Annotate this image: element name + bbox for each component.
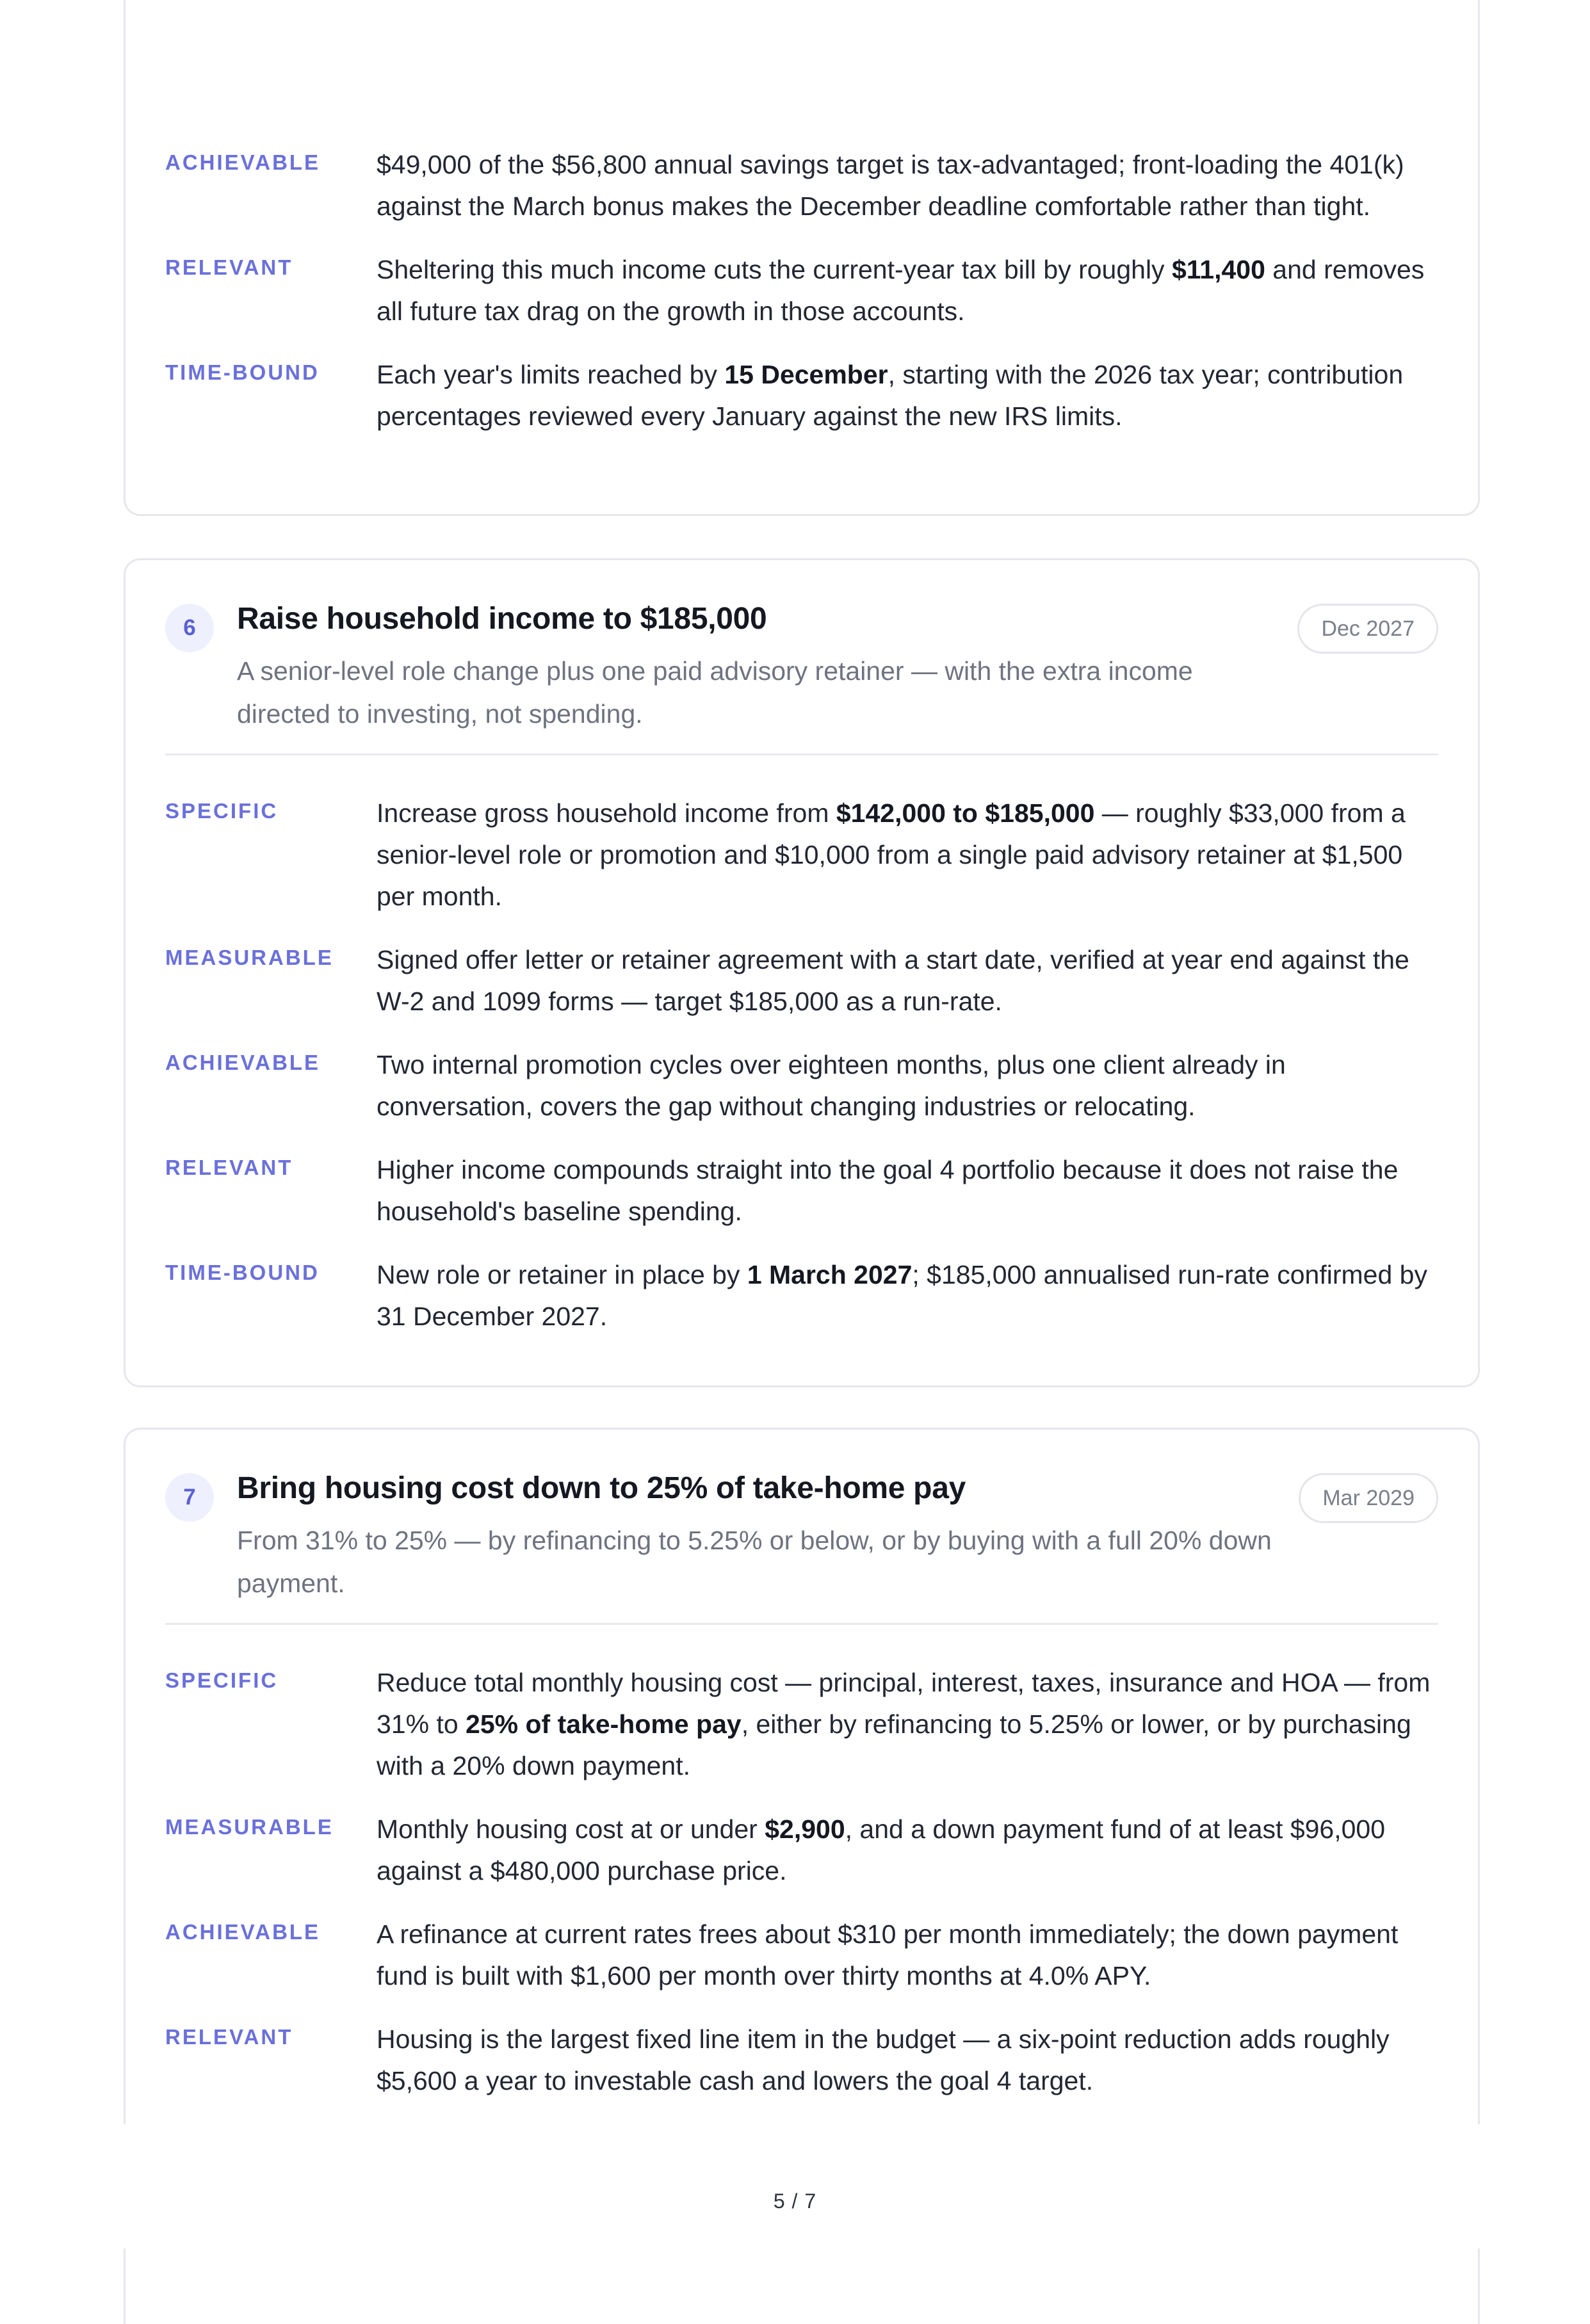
row-label: SPECIFIC <box>165 1668 279 1692</box>
smart-row-time-bound <box>165 354 1438 437</box>
row-text: A refinance at current rates frees about $310 per month immediately; the down payment fund is built with $1,600 per month over thirty months at 4.0% APY. <box>377 1919 1399 1990</box>
goal-card-6 <box>124 558 1480 1387</box>
row-text: Sheltering this much income cuts the current-year tax bill by roughly $11,400 and removes all future tax drag on the growth in those accounts. <box>377 255 1425 326</box>
goal-title: Bring housing cost down to 25% of take-home pay <box>237 1471 966 1505</box>
smart-rows <box>165 793 1438 1359</box>
row-label: MEASURABLE <box>165 946 334 969</box>
page-number: 5 / 7 <box>773 2190 817 2213</box>
row-text: Two internal promotion cycles over eighteen months, plus one client already in conversation, covers the gap without changing industries or relocating. <box>377 1050 1286 1121</box>
row-label: RELEVANT <box>165 1156 293 1179</box>
goal-number-badge: 6 <box>165 604 214 652</box>
goal-subtitle: A senior-level role change plus one paid advisory retainer — with the extra income directed to investing, not spending. <box>237 656 1193 729</box>
goal-header <box>165 604 1438 757</box>
smart-rows <box>165 144 1438 459</box>
smart-row-measurable <box>165 1809 1438 1892</box>
row-text: New role or retainer in place by 1 March 2027; $185,000 annualised run-rate confirmed by 31 December 2027. <box>377 1260 1427 1331</box>
row-text: Housing is the largest fixed line item in the budget — a six-point reduction adds roughly $5,600 a year to investable cash and lowers the goal 4 target. <box>377 2024 1390 2095</box>
row-label: TIME-BOUND <box>165 1261 320 1284</box>
page-bottom-margin <box>0 2124 1590 2248</box>
row-label: RELEVANT <box>165 2025 293 2049</box>
row-text: Monthly housing cost at or under $2,900, and a down payment fund of at least $96,000 against a $480,000 purchase price. <box>377 1814 1386 1885</box>
row-label: MEASURABLE <box>165 1815 334 1839</box>
smart-row-achievable <box>165 144 1438 227</box>
goal-subtitle: From 31% to 25% — by refinancing to 5.25% or below, or by buying with a full 20% down payment. <box>237 1526 1272 1598</box>
smart-row-achievable <box>165 1044 1438 1127</box>
smart-row-achievable <box>165 1914 1438 1997</box>
goal-card-5 <box>124 0 1480 516</box>
row-text: $49,000 of the $56,800 annual savings target is tax-advantaged; front-loading the 401(k) against the March bonus makes the December deadline comfortable rather than tight. <box>377 150 1404 221</box>
smart-row-time-bound <box>165 1254 1438 1337</box>
goal-header <box>165 1473 1438 1627</box>
goal-date-badge: Mar 2029 <box>1299 1473 1438 1523</box>
smart-row-relevant <box>165 2019 1438 2102</box>
row-label: RELEVANT <box>165 255 293 279</box>
divider <box>165 1623 1438 1625</box>
smart-row-specific <box>165 1662 1438 1787</box>
row-label: SPECIFIC <box>165 799 279 823</box>
smart-rows <box>165 1662 1438 2124</box>
row-text: Reduce total monthly housing cost — principal, interest, taxes, insurance and HOA — from 31% to 25% of take-home pay, either by refinancing to 5.25% or lower, or by purchasing with a 20% down payment. <box>377 1668 1431 1780</box>
row-label: TIME-BOUND <box>165 360 320 384</box>
goal-title: Raise household income to $185,000 <box>237 602 767 636</box>
row-text: Each year's limits reached by 15 December, starting with the 2026 tax year; contribution percentages reviewed every January against the new IRS limits. <box>377 360 1404 431</box>
row-label: ACHIEVABLE <box>165 150 321 174</box>
goal-date-badge: Dec 2027 <box>1297 604 1438 654</box>
smart-row-relevant <box>165 249 1438 332</box>
row-text: Increase gross household income from $142,000 to $185,000 — roughly $33,000 from a senior-level role or promotion and $10,000 from a single paid advisory retainer at $1,500 per month. <box>377 798 1406 911</box>
smart-row-relevant <box>165 1149 1438 1232</box>
row-text: Signed offer letter or retainer agreement with a start date, verified at year end against the W-2 and 1099 forms — target $185,000 as a run-rate. <box>377 945 1409 1016</box>
divider <box>165 754 1438 755</box>
smart-row-specific <box>165 793 1438 917</box>
smart-row-measurable <box>165 939 1438 1022</box>
row-label: ACHIEVABLE <box>165 1920 321 1944</box>
row-text: Higher income compounds straight into the goal 4 portfolio because it does not raise the household's baseline spending. <box>377 1155 1399 1226</box>
goal-number-badge: 7 <box>165 1473 214 1522</box>
row-label: ACHIEVABLE <box>165 1051 321 1074</box>
